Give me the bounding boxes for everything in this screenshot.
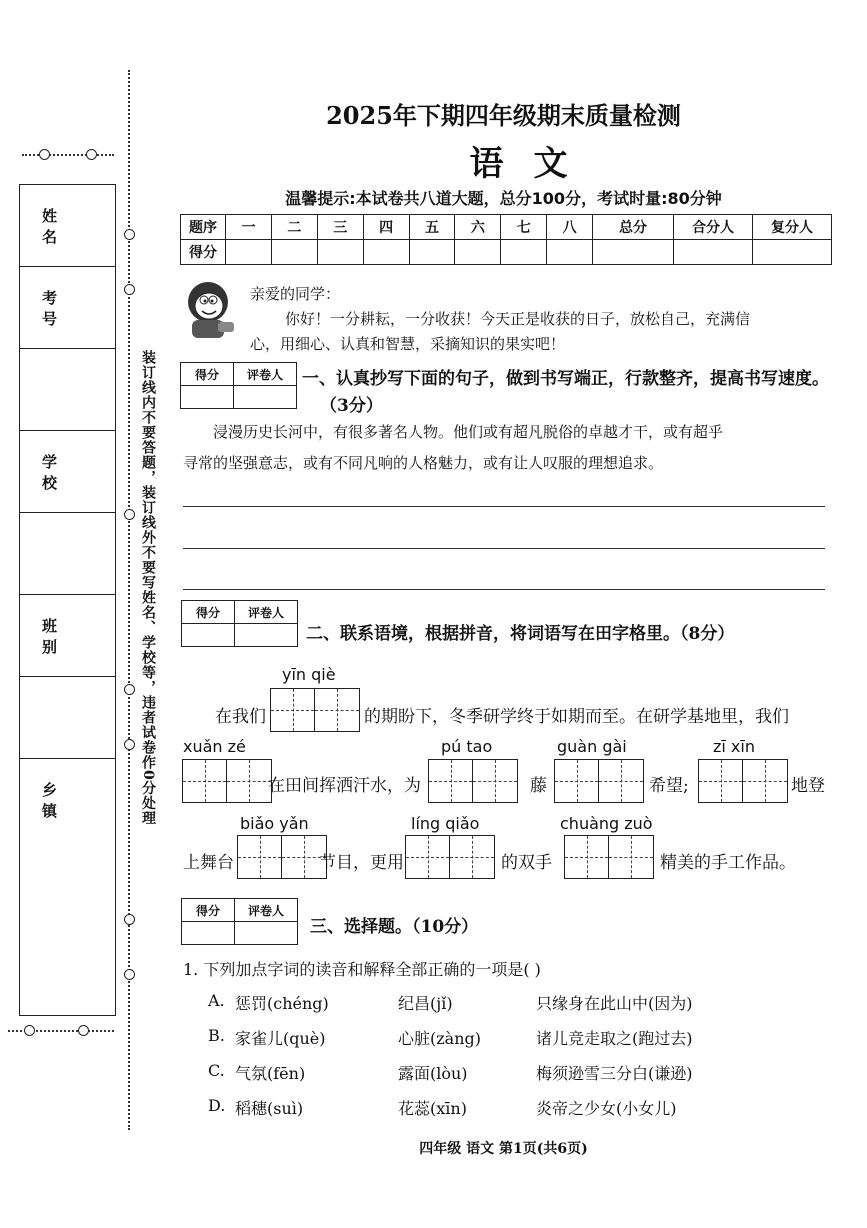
grader-cell[interactable]: [234, 386, 297, 409]
context-text: 上舞台: [183, 853, 234, 873]
binding-ring: [124, 509, 135, 520]
option-letter[interactable]: C.: [208, 1061, 225, 1080]
pinyin-label: yīn qiè: [282, 665, 336, 684]
exam-notice: 温馨提示:本试卷共八道大题，总分100分，考试时量:80分钟: [285, 189, 722, 208]
question-1: 1. 下列加点字词的读音和解释全部正确的一项是( ): [183, 960, 541, 979]
class-field[interactable]: 班别: [20, 595, 115, 677]
score-cell[interactable]: [455, 240, 501, 265]
option-letter[interactable]: A.: [208, 991, 225, 1010]
binding-ring: [124, 284, 135, 295]
context-text: 节目，更用: [319, 853, 404, 873]
binding-ring: [39, 149, 50, 160]
binding-ring: [124, 914, 135, 925]
binding-notice: 装订线内不要答题，装订线外不要写姓名、学校等，违者试卷作0分处理: [140, 350, 156, 826]
exam-number-blank[interactable]: [20, 349, 115, 431]
tianzige-box[interactable]: [405, 835, 495, 879]
grader-label: 评卷人: [234, 363, 297, 386]
section2-title: 二、联系语境，根据拼音，将词语写在田字格里。（8分）: [306, 624, 735, 644]
binding-ring: [124, 969, 135, 980]
pinyin-label: biǎo yǎn: [240, 814, 309, 833]
score-cell[interactable]: [271, 240, 317, 265]
option-d-item: 花蕊(xīn): [398, 1099, 467, 1118]
binding-ring: [86, 149, 97, 160]
score-header-cell: 三: [317, 215, 363, 240]
score-cell[interactable]: [674, 240, 753, 265]
pinyin-label: xuǎn zé: [183, 737, 246, 756]
score-header-cell: 六: [455, 215, 501, 240]
option-a-item: 惩罚(chéng): [235, 994, 329, 1013]
grader-cell[interactable]: [235, 624, 298, 647]
option-b-item: 诸儿竞走取之(跑过去): [536, 1029, 693, 1048]
option-d-item: 炎帝之少女(小女儿): [536, 1099, 677, 1118]
town-field[interactable]: 乡镇: [42, 781, 80, 820]
score-header-cell: 一: [226, 215, 272, 240]
score-header-cell: 总分: [593, 215, 674, 240]
option-d-item: 稻穗(suì): [235, 1099, 304, 1118]
score-label: 得分: [182, 899, 235, 922]
score-cell[interactable]: [317, 240, 363, 265]
writing-line[interactable]: [183, 506, 825, 507]
score-row-label: 得分: [181, 240, 226, 265]
mascot-illustration: [182, 278, 238, 342]
tianzige-box[interactable]: [564, 835, 654, 879]
score-header-cell: 八: [547, 215, 593, 240]
score-cell[interactable]: [593, 240, 674, 265]
tianzige-box[interactable]: [237, 835, 327, 879]
score-cell[interactable]: [226, 240, 272, 265]
tianzige-box[interactable]: [698, 759, 788, 803]
context-text: 希望;: [649, 776, 689, 796]
copy-passage-line-1: 浸漫历史长河中，有很多著名人物。他们或有超凡脱俗的卓越才干，或有超乎: [213, 423, 724, 441]
grader-label: 评卷人: [235, 899, 298, 922]
score-header-cell: 七: [501, 215, 547, 240]
exam-title: 2025年下期四年级期末质量检测: [326, 101, 681, 130]
option-b-item: 家雀儿(què): [235, 1029, 326, 1048]
page-footer: 四年级 语文 第1页(共6页): [419, 1141, 588, 1157]
pinyin-label: pú tao: [441, 737, 493, 756]
context-text: 精美的手工作品。: [660, 853, 796, 873]
score-header-cell: 二: [271, 215, 317, 240]
section1-points: （3分）: [320, 396, 383, 416]
pinyin-label: chuàng zuò: [560, 814, 653, 833]
context-text: 在田间挥洒汗水，为: [268, 776, 421, 796]
student-info-box: [19, 184, 116, 1016]
greeting-salute: 亲爱的同学：: [250, 285, 341, 303]
score-cell[interactable]: [753, 240, 832, 265]
score-cell[interactable]: [547, 240, 593, 265]
context-text: 藤: [530, 776, 547, 796]
binding-ring: [24, 1025, 35, 1036]
option-c-item: 梅须逊雪三分白(谦逊): [536, 1064, 693, 1083]
option-letter[interactable]: D.: [208, 1096, 226, 1115]
writing-line[interactable]: [183, 548, 825, 549]
score-table: [180, 214, 832, 265]
pinyin-label: líng qiǎo: [411, 814, 480, 833]
subject-title: 语文: [469, 144, 598, 184]
pinyin-label: zī xīn: [713, 737, 755, 756]
binding-top-dots: [22, 154, 114, 156]
score-cell[interactable]: [182, 624, 235, 647]
score-header-cell: 合分人: [674, 215, 753, 240]
option-a-item: 纪昌(jǐ): [398, 994, 453, 1013]
section3-score-box: [181, 898, 298, 945]
score-header-cell: 复分人: [753, 215, 832, 240]
context-text: 地登: [791, 776, 825, 796]
option-c-item: 露面(lòu): [398, 1064, 468, 1083]
section3-title: 三、选择题。（10分）: [310, 917, 479, 937]
exam-number-field[interactable]: 考号: [20, 267, 115, 349]
context-text: 的期盼下，冬季研学终于如期而至。在研学基地里，我们: [364, 707, 789, 727]
school-blank[interactable]: [20, 513, 115, 595]
tianzige-box[interactable]: [554, 759, 644, 803]
score-header-cell: 四: [363, 215, 409, 240]
pinyin-label: guàn gài: [557, 737, 627, 756]
score-cell[interactable]: [409, 240, 455, 265]
score-header-cell: 五: [409, 215, 455, 240]
class-blank[interactable]: [20, 677, 115, 759]
context-text: 在我们: [215, 707, 266, 727]
option-a-item: 只缘身在此山中(因为): [536, 994, 693, 1013]
grader-cell[interactable]: [235, 922, 298, 945]
writing-line[interactable]: [183, 589, 825, 590]
binding-ring: [124, 229, 135, 240]
section1-title: 一、认真抄写下面的句子，做到书写端正，行款整齐，提高书写速度。: [302, 369, 829, 389]
name-field[interactable]: 姓名: [20, 185, 115, 267]
score-cell[interactable]: [181, 386, 234, 409]
binding-ring: [124, 684, 135, 695]
copy-passage-line-2: 寻常的坚强意志，或有不同凡响的人格魅力，或有让人叹服的理想追求。: [183, 454, 664, 472]
score-cell[interactable]: [182, 922, 235, 945]
option-b-item: 心脏(zàng): [398, 1029, 482, 1048]
score-cell[interactable]: [501, 240, 547, 265]
score-label: 得分: [181, 363, 234, 386]
context-text: 的双手: [501, 853, 552, 873]
option-letter[interactable]: B.: [208, 1026, 225, 1045]
tianzige-box[interactable]: [270, 688, 360, 732]
tianzige-box[interactable]: [182, 759, 272, 803]
score-header-cell: 题序: [181, 215, 226, 240]
score-label: 得分: [182, 601, 235, 624]
binding-ring: [78, 1025, 89, 1036]
section1-score-box: [180, 362, 297, 409]
section2-score-box: [181, 600, 298, 647]
binding-ring: [124, 739, 135, 750]
greeting-line-2: 心，用细心、认真和智慧，采摘知识的果实吧！: [250, 335, 566, 353]
tianzige-box[interactable]: [428, 759, 518, 803]
option-c-item: 气氛(fēn): [235, 1064, 306, 1083]
grader-label: 评卷人: [235, 601, 298, 624]
score-cell[interactable]: [363, 240, 409, 265]
school-field[interactable]: 学校: [20, 431, 115, 513]
greeting-line-1: 你好！一分耕耘，一分收获！今天正是收获的日子，放松自己，充满信: [285, 310, 751, 328]
